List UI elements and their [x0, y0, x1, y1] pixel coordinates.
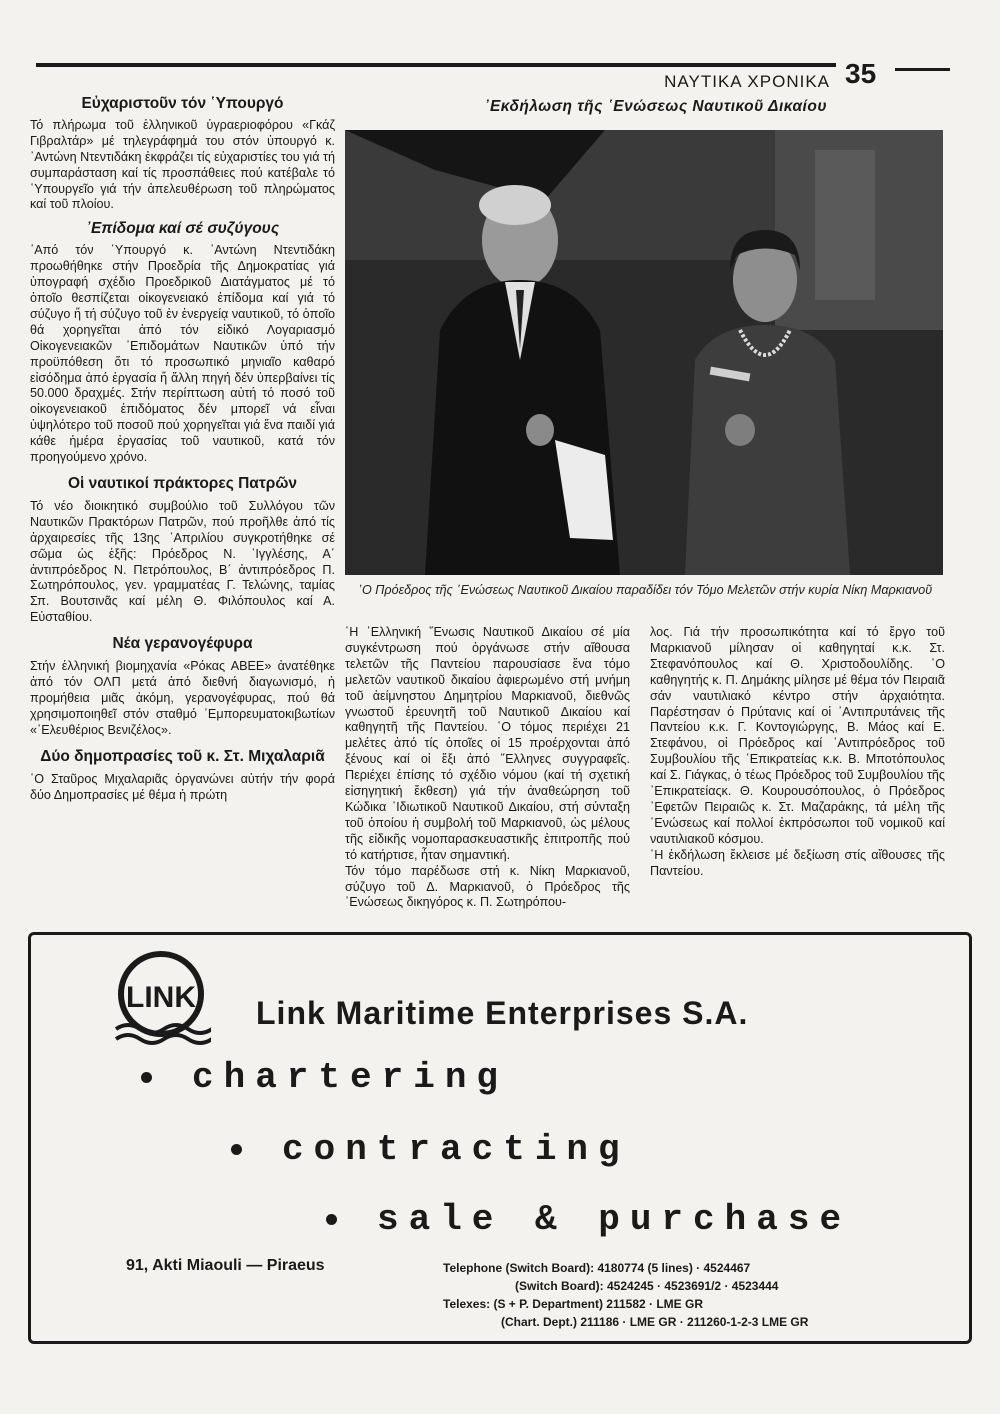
section-body: Τό νέο διοικητικό συμβούλιο τοῦ Συλλόγου τῶν Ναυτικῶν Πρακτόρων Πατρῶν, πού προῆλθε ἀπό τίς ἀρχαιρεσίες τῆς 13ης ᾿Απριλίου συγκροτήθηκε σέ σῶμα ὡς ἑξῆς: Πρόεδρος Ν. ᾿Ιγγλέσης, Α΄ ἀντιπρόεδρος Ν. Πετρόπουλος, Β΄ ἀντιπρόεδρος Π. Σωτηρόπουλος, γεν. γραμματέας Γ. Τελώνης, ταμίας Σπ. Βουτσινᾶς καί μέλη Θ. Φιλόπουλος καί Α. Εὐσταθίου. — [30, 498, 335, 625]
service-item — [231, 1129, 630, 1170]
section-body: Στήν ἑλληνική βιομηχανία «Ρόκας ΑΒΕΕ» ἀνατέθηκε ἀπό τόν ΟΛΠ μετά ἀπό διεθνή διαγωνισμό, ἡ προμήθεια μιᾶς ἀκόμη, γερανογέφυρας, πού θά χρησιμοποιηθεῖ στόν σταθμό ᾿Εμπορευματοκιβωτίων «᾿Ελευθέριος Βενιζέλος». — [30, 659, 335, 737]
logo-text: LINK — [126, 981, 196, 1014]
section-body: ᾿Από τόν ῾Υπουργό κ. ᾿Αντώνη Ντεντιδάκη προωθήθηκε στήν Προεδρία τῆς Δημοκρατίας γιά ὑπογραφή σχέδιο Προεδρικοῦ Διατάγματος μέ τό ὁποῖο θεσπίζεται οἰκογενειακό ἐπίδομα καί γιά τό σύζυγο ἤ τή σύζυγο τοῦ ἐν ἐνεργείᾳ ναυτικοῦ, τό ὁποῖο θά χορηγεῖται ἀπό τόν εἰδικό Λογαριασμό Οἰκογενειακῶν ᾿Επιδομάτων Ναυτικῶν ὑπό τήν προϋπόθεση ὅτι τό προσωπικό μηνιαῖο καθαρό εἰσόδημα ἀπό ἐργασία ἤ ἄλλη πηγή δέν ὑπερβαίνει τίς 50.000 δραχμές. Στήν περίπτωση αὐτή τό ποσό τοῦ οἰκογενειακοῦ ἐπιδόματος δέν μπορεῖ νά εἶναι ὑψηλότερο τοῦ ποσοῦ πού χορηγεῖται γιά ἕνα παιδί γιά κάθε ἡμέρα ἐργασίας τοῦ ναυτικοῦ, κατά τόν προηγούμενο χρόνο. — [30, 243, 335, 465]
section-body: ῾Ο Σταῦρος Μιχαλαριᾶς ὀργανώνει αὐτήν τήν φορά δύο Δημοπρασίες μέ θέμα ἡ πρώτη — [30, 771, 335, 802]
article-paragraph: ῾Η ἐκδήλωση ἔκλεισε μέ δεξίωση στίς αἴθουσες τῆς Παντείου. — [650, 847, 945, 878]
article-paragraph: λος. Γιά τήν προσωπικότητα καί τό ἔργο τοῦ Μαρκιανοῦ μίλησαν οἱ καθηγηταί κ.κ. Στ. Στεφανόπουλος καί Θ. Χριστοδουλίδης. ῾Ο καθηγητής κ. Π. Δημάκης μίλησε μέ θέμα τόν Πειραιᾶ σάν ναυτιλιακό κέντρο στήν ἀρχαιότητα. Παρέστησαν ὁ Πρύτανις καί οἱ ᾿Αντιπρυτάνεις τῆς Παντείου κ.κ. Γ. Κοντογιώργης, Β. Μάος καί Ε. Στεφάνου, οἱ Πρόεδρος καί ᾿Αντιπρόεδρος τοῦ Συμβουλίου τῆς ᾿Επικρατείας κ.κ. Β. Μποτόπουλος καί Σ. Γιάγκας, ὁ τέως Πρόεδρος τοῦ Συμβουλίου τῆς ᾿Επικρατείαςκ. Θ. Κουρουσόπουλος, ὁ Πρόεδρος ᾿Εφετῶν Πειραιῶς κ. Στ. Μαζαράκης, τά μέλη τῆς ῾Ενώσεως καί πολλοί ἐκπρόσωποι τοῦ νομικοῦ καί ναυτιλιακοῦ κόσμου. — [650, 625, 945, 846]
contact-line: Telephone (Switch Board): 4180774 (5 lines) · 4524467 — [443, 1261, 751, 1275]
link-logo-icon — [111, 949, 211, 1049]
contact-line: (Switch Board): 4524245 · 4523691/2 · 4523444 — [515, 1279, 779, 1293]
article-paragraph: Τόν τόμο παρέδωσε στή κ. Νίκη Μαρκιανοῦ, σύζυγο τοῦ Δ. Μαρκιανοῦ, ὁ Πρόεδρος τῆς ῾Ενώσεως δικηγόρος κ. Π. Σωτηρόπου- — [345, 863, 630, 910]
service-item — [326, 1199, 851, 1240]
event-photo — [345, 130, 943, 575]
contact-line: Telexes: (S + P. Department) 211582 · LME GR — [443, 1297, 703, 1311]
section-title: Νέα γερανογέφυρα — [112, 635, 253, 653]
article-title: ᾿Εκδήλωση τῆς ῾Ενώσεως Ναυτικοῦ Δικαίου — [484, 98, 827, 115]
service-label: contracting — [282, 1129, 630, 1170]
advertisement-box — [28, 932, 972, 1344]
section-title: Εὐχαριστοῦν τόν ῾Υπουργό — [81, 95, 284, 112]
company-address: 91, Akti Miaouli — Piraeus — [126, 1257, 325, 1274]
page-number: 35 — [845, 58, 877, 89]
bullet-icon — [141, 1072, 152, 1083]
news-column-left — [30, 96, 335, 804]
bullet-icon — [326, 1214, 337, 1225]
header-rule — [36, 63, 836, 67]
service-label: chartering — [192, 1057, 509, 1098]
contact-line: (Chart. Dept.) 211186 · LME GR · 211260-1-2-3 LME GR — [501, 1315, 809, 1329]
section-title: Δύο δημοπρασίες τοῦ κ. Στ. Μιχαλαριᾶ — [40, 747, 325, 765]
section-title: Οἱ ναυτικοί πράκτορες Πατρῶν — [67, 474, 298, 492]
bullet-icon — [231, 1144, 242, 1155]
article-paragraph: ῾Η ᾿Ελληνική ῞Ενωσις Ναυτικοῦ Δικαίου σέ μία συγκέντρωση πού ὀργάνωσε στήν αἴθουσα τελετῶν τῆς Παντείου παρουσίασε ἕνα τόμο μελετῶν ναυτικοῦ δικαίου ἀφιερωμένο στή μνήμη τοῦ ἀείμνηστου Δημητρίου Μαρκιανοῦ, διεθνῶς γνωστοῦ ἐρευνητῆ τοῦ Ναυτικοῦ Δικαίου καί καθηγητῆ τῆς Παντείου. ῾Ο τόμος περιέχει 21 μελέτες ἀπό τίς ὁποῖες οἱ 15 προέρχονται ἀπό ξένους καί οἱ ἕξι ἀπό ῞Ελληνες συγγραφεῖς. Περιέχει ἐπίσης τό σχέδιο νόμου (καί τή σχετική εἰσηγητική ἔκθεση) γιά τήν ἀναθεώρηση τοῦ Κώδικα ᾿Ιδιωτικοῦ Ναυτικοῦ Δικαίου, στή σύνταξη τοῦ ὁποίου ἡ συμβολή τοῦ Μαρκιανοῦ, ὡς μέλους τῆς εἰδικῆς νομοπαρασκευαστικῆς ἐπιτροπῆς πού τό κατήρτισε, ἦταν σημαντική. — [345, 625, 630, 862]
header-rule-right — [895, 68, 950, 71]
section-title: ᾿Επίδομα καί σέ συζύγους — [85, 220, 280, 238]
article-column-middle — [345, 625, 630, 911]
event-photo-illustration — [345, 130, 943, 575]
photo-caption: ῾Ο Πρόεδρος τῆς ῾Ενώσεως Ναυτικοῦ Δικαίου παραδίδει τόν Τόμο Μελετῶν στήν κυρία Νίκη Μαρκιανοῦ — [357, 583, 933, 597]
article-column-right — [650, 625, 945, 880]
publication-name: ΝΑΥΤΙΚΑ ΧΡΟΝΙΚΑ — [664, 72, 830, 91]
service-label: sale & purchase — [377, 1199, 852, 1240]
service-item — [141, 1057, 508, 1098]
company-name: Link Maritime Enterprises S.A. — [256, 995, 749, 1031]
section-body: Τό πλήρωμα τοῦ ἑλληνικοῦ ὑγραεριοφόρου «Γκάζ Γιβραλτάρ» μέ τηλεγράφημά του στόν ὑπουργό κ. ᾿Αντώνη Ντεντιδάκη ἐκφράζει τίς εὐχαριστίες του γιά τή συμπαράσταση καί τίς προσπάθειες πού κατέβαλε τό ῾Υπουργεῖο γιά τήν ἀπελευθέρωση τοῦ πληρώματος καί τοῦ πλοίου. — [30, 117, 335, 212]
